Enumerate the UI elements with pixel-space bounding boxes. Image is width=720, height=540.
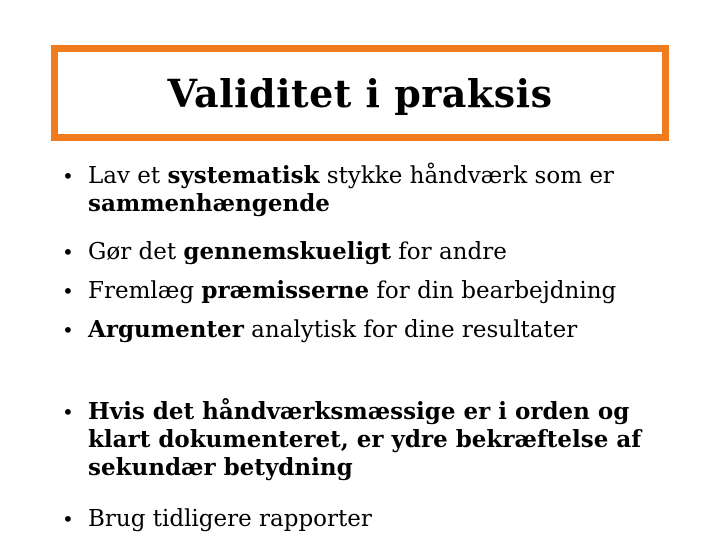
slide-title: Validitet i praksis (167, 70, 553, 116)
bullet-dot: • (62, 400, 74, 424)
bullet-dot: • (62, 279, 74, 303)
bullet-dot: • (62, 507, 74, 531)
bullet-text: Argumenter analytisk for dine resultater (88, 316, 578, 343)
bullet-item (62, 505, 662, 533)
bullet-item (62, 162, 662, 218)
bullet-item (62, 277, 662, 305)
bullet-dot: • (62, 318, 74, 342)
bullet-item (62, 238, 662, 266)
bullet-text: Hvis det håndværksmæssige er i orden og klart dokumenteret, er ydre bekræftelse af sekundær betydning (88, 398, 642, 481)
bullet-item (62, 398, 642, 482)
bullet-text: Brug tidligere rapporter (88, 506, 372, 532)
bullet-item (62, 316, 662, 344)
bullet-dot: • (62, 164, 74, 188)
bullet-text: Gør det gennemskueligt for andre (88, 238, 507, 265)
bullet-text: Fremlæg præmisserne for din bearbejdning (88, 277, 617, 304)
bullet-text: Lav et systematisk stykke håndværk som er sammenhængende (88, 162, 614, 217)
bullet-dot: • (62, 240, 74, 264)
